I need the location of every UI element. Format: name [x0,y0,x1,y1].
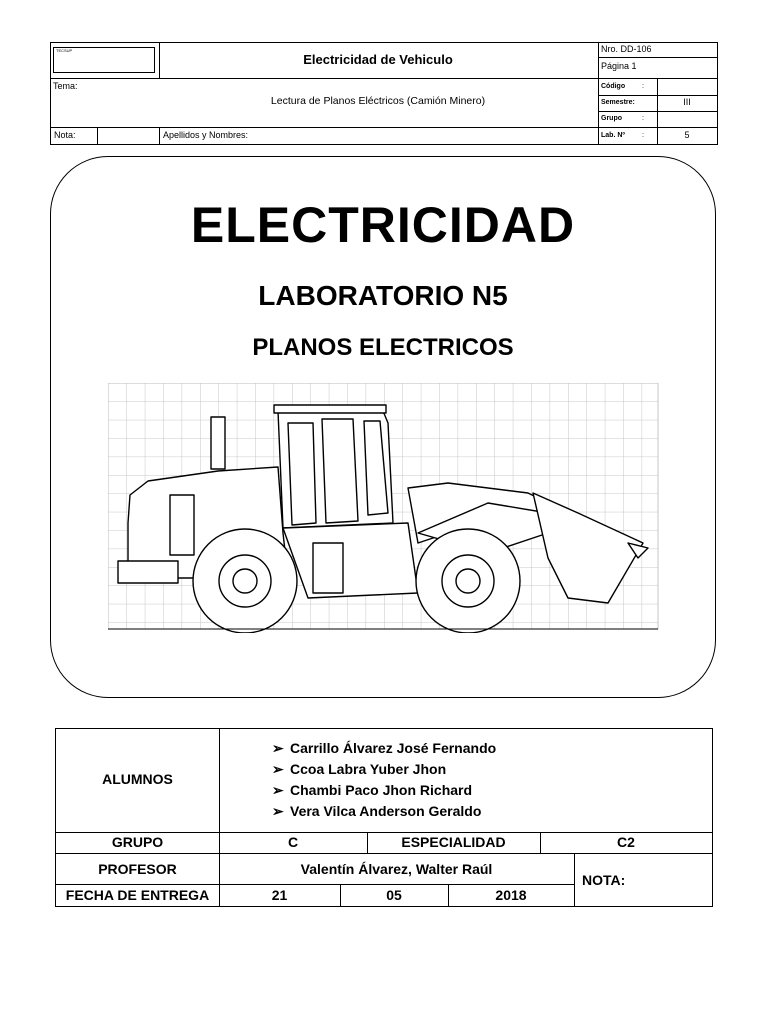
lab-label: Lab. Nº [601,132,625,139]
arrow-bullet-icon: ➢ [272,740,284,756]
specialty-value: C2 [617,834,635,850]
semester-label: Semestre: [601,99,635,106]
names-label: Apellidos y Nombres: [163,130,249,140]
teacher-value: Valentín Álvarez, Walter Raúl [300,861,493,877]
date-label: FECHA DE ENTREGA [65,887,210,903]
code-colon: : [642,83,644,90]
page-number: Página 1 [601,61,637,71]
group-colon: : [642,115,644,122]
arrow-bullet-icon: ➢ [272,803,284,819]
teacher-label: PROFESOR [98,861,177,877]
students-label: ALUMNOS [102,771,173,787]
topic-label: Tema: [53,81,78,91]
arrow-bullet-icon: ➢ [272,782,284,798]
cover-subtitle: LABORATORIO N5 [258,280,508,311]
cover-title: ELECTRICIDAD [190,197,576,253]
list-item: ➢ Vera Vilca Anderson Geraldo [272,801,496,822]
date-day: 21 [271,887,288,903]
grade-label: NOTA: [582,872,626,888]
lab-colon: : [642,132,644,139]
list-item: ➢ Ccoa Labra Yuber Jhon [272,759,496,780]
list-item: ➢ Chambi Paco Jhon Richard [272,780,496,801]
date-month: 05 [386,887,402,903]
group-label: GRUPO [111,834,164,850]
wheel-loader-drawing-icon [108,383,660,633]
logo-box [53,47,155,73]
students-list [272,738,496,822]
group-label: Grupo [601,115,622,122]
course-title: Electricidad de Vehiculo [303,52,453,67]
semester-value: III [683,97,691,107]
lab-value: 5 [684,130,690,140]
cover-subject: PLANOS ELECTRICOS [252,334,514,361]
topic-text: Lectura de Planos Eléctricos (Camión Minero) [270,95,486,107]
grade-label: Nota: [54,130,76,140]
doc-number: Nro. DD-106 [601,44,652,54]
specialty-label: ESPECIALIDAD [401,834,506,850]
list-item: ➢ Carrillo Álvarez José Fernando [272,738,496,759]
date-year: 2018 [495,887,527,903]
arrow-bullet-icon: ➢ [272,761,284,777]
group-value: C [287,834,299,850]
code-label: Código [601,83,626,90]
logo-text: TECSUP [56,48,73,53]
